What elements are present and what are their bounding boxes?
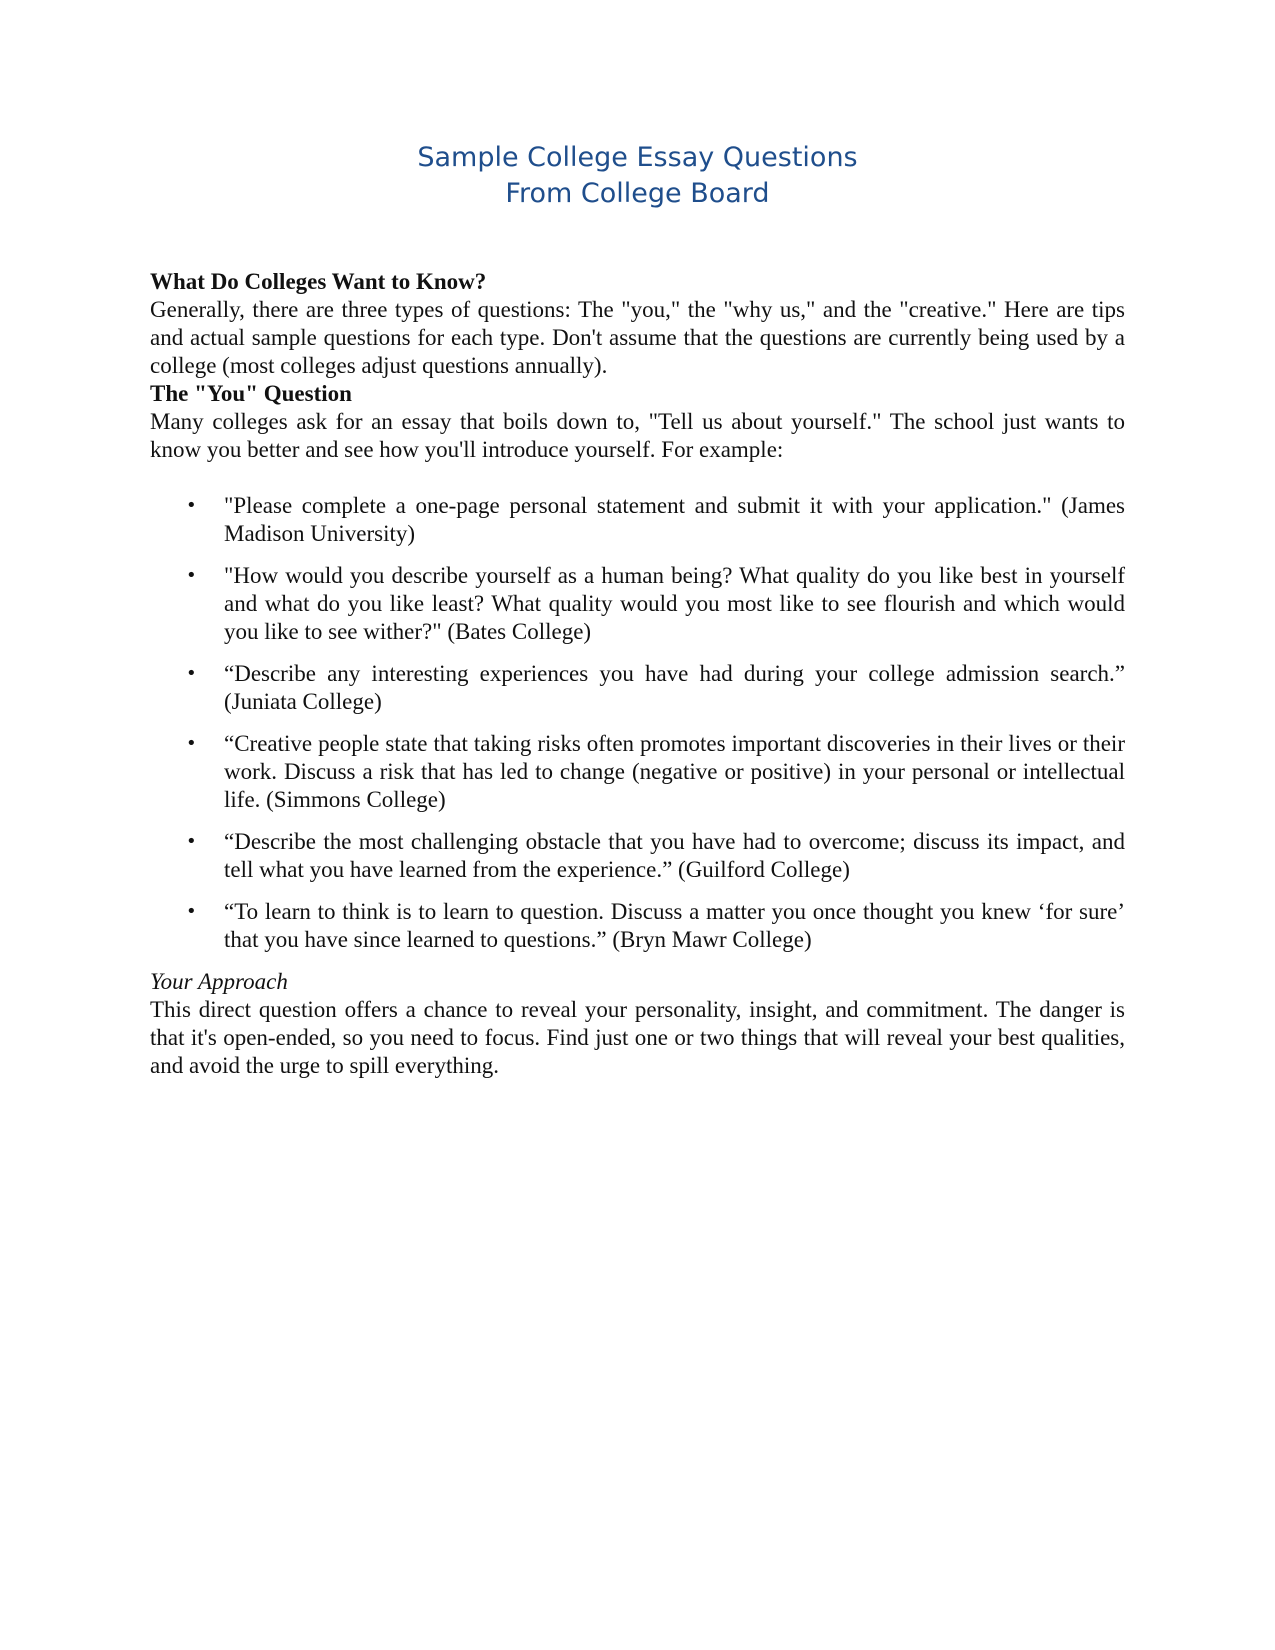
you-question-paragraph: Many colleges ask for an essay that boils down to, "Tell us about yourself." The school just wants to know you better and see how you'll introduce yourself. For example: bbox=[150, 409, 1125, 462]
question-text: “Describe the most challenging obstacle that you have had to overcome; discuss its impact, and tell what you have learned from the experience.” (Guilford College) bbox=[224, 829, 1125, 882]
bullet-icon: • bbox=[186, 733, 197, 754]
sample-questions-list bbox=[150, 492, 1125, 954]
bullet-icon: • bbox=[186, 901, 197, 922]
list-item bbox=[150, 562, 1125, 646]
list-item bbox=[150, 660, 1125, 716]
document-body bbox=[150, 268, 1125, 1080]
bullet-icon: • bbox=[186, 831, 197, 852]
title-line-2: From College Board bbox=[505, 178, 770, 209]
question-text: "How would you describe yourself as a human being? What quality do you like best in yourself and what do you like least? What quality would you most like to see flourish and which would you like to see wither?" (Bates College) bbox=[224, 563, 1125, 644]
bullet-icon: • bbox=[186, 495, 197, 516]
list-item bbox=[150, 828, 1125, 884]
question-text: “Describe any interesting experiences you have had during your college admission search.” (Juniata College) bbox=[224, 661, 1125, 714]
list-item bbox=[150, 492, 1125, 548]
title-line-1: Sample College Essay Questions bbox=[417, 142, 858, 173]
section-heading-colleges: What Do Colleges Want to Know? bbox=[150, 269, 487, 294]
section-heading-you-question: The "You" Question bbox=[150, 381, 352, 406]
bullet-icon: • bbox=[186, 663, 197, 684]
bullet-icon: • bbox=[186, 565, 197, 586]
question-text: “To learn to think is to learn to question. Discuss a matter you once thought you knew ‘for sure’ that you have since learned to questions.” (Bryn Mawr College) bbox=[224, 899, 1125, 952]
intro-paragraph: Generally, there are three types of questions: The "you," the "why us," and the "creative." Here are tips and actual sample questions for each type. Don't assume that the questions are currently being used by a college (most colleges adjust questions annually). bbox=[150, 297, 1125, 378]
question-text: “Creative people state that taking risks often promotes important discoveries in their lives or their work. Discuss a risk that has led to change (negative or positive) in your personal or intellectual life. (Simmons College) bbox=[224, 731, 1125, 812]
your-approach-heading: Your Approach bbox=[150, 969, 288, 994]
question-text: "Please complete a one-page personal statement and submit it with your application." (James Madison University) bbox=[224, 493, 1125, 546]
your-approach-paragraph: This direct question offers a chance to reveal your personality, insight, and commitment. The danger is that it's open-ended, so you need to focus. Find just one or two things that will reveal your best qualities, and avoid the urge to spill everything. bbox=[150, 997, 1125, 1078]
document-title bbox=[0, 140, 1275, 212]
list-item bbox=[150, 898, 1125, 954]
list-item bbox=[150, 730, 1125, 814]
